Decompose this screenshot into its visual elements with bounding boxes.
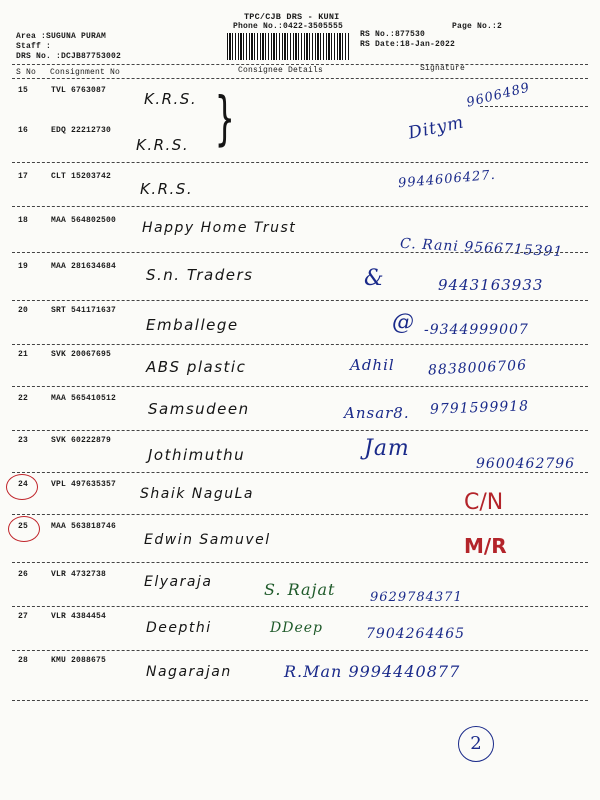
row-consignee: K.R.S. bbox=[144, 90, 198, 108]
row-consignee: Happy Home Trust bbox=[142, 220, 297, 236]
row-consignee: Jothimuthu bbox=[148, 446, 246, 464]
row-sno: 26 bbox=[18, 570, 29, 579]
signature-scribble: Ansar8. bbox=[344, 404, 410, 422]
row-sno: 19 bbox=[18, 262, 29, 271]
row-sno: 18 bbox=[18, 216, 29, 225]
row-divider bbox=[12, 606, 588, 607]
signature-scribble: & bbox=[364, 266, 385, 291]
row-sno: 16 bbox=[18, 126, 29, 135]
row-consignment: EDQ 22212730 bbox=[51, 126, 112, 135]
row-sno: 17 bbox=[18, 172, 29, 181]
row-signature: 9629784371 bbox=[370, 590, 463, 605]
row-consignee: S.n. Traders bbox=[146, 266, 254, 284]
row-consignment: MAA 281634684 bbox=[51, 262, 117, 271]
col-signature: Signature bbox=[420, 64, 466, 73]
row-consignment: VPL 497635357 bbox=[51, 480, 117, 489]
row-divider bbox=[12, 430, 588, 431]
row-consignment: KMU 2088675 bbox=[51, 656, 107, 665]
barcode bbox=[227, 33, 349, 60]
row-consignee: Samsudeen bbox=[148, 400, 250, 418]
row-consignee: Nagarajan bbox=[146, 664, 232, 680]
brace-mark: } bbox=[214, 84, 236, 152]
row-divider bbox=[12, 300, 588, 301]
row-divider bbox=[12, 700, 588, 701]
row-divider bbox=[12, 386, 588, 387]
signature-scribble: Jam bbox=[364, 436, 410, 461]
row-consignee: Elyaraja bbox=[144, 574, 213, 590]
rs-date: RS Date:18-Jan-2022 bbox=[360, 40, 456, 49]
row-divider bbox=[12, 252, 588, 253]
row-signature: C/N bbox=[464, 490, 504, 515]
row-sno: 22 bbox=[18, 394, 29, 403]
row-sno: 23 bbox=[18, 436, 29, 445]
header-divider-bottom bbox=[12, 78, 588, 79]
row-signature: 7904264465 bbox=[366, 626, 466, 642]
row-consignment: VLR 4384454 bbox=[51, 612, 107, 621]
row-signature: M/R bbox=[464, 534, 507, 558]
row-sno: 25 bbox=[18, 522, 29, 531]
row-divider-partial bbox=[480, 106, 588, 107]
staff-label: Staff : bbox=[16, 42, 52, 51]
row-divider bbox=[12, 344, 588, 345]
row-consignee: Shaik NaguLa bbox=[140, 486, 254, 502]
page-mark-circle: 2 bbox=[458, 726, 494, 762]
row-consignee: ABS plastic bbox=[146, 358, 247, 376]
page-number: Page No.:2 bbox=[452, 22, 503, 31]
col-consignment: Consignment No bbox=[50, 68, 121, 77]
row-sno: 27 bbox=[18, 612, 29, 621]
row-consignment: SRT 541171637 bbox=[51, 306, 117, 315]
row-consignee: K.R.S. bbox=[140, 180, 194, 198]
row-consignment: MAA 563818746 bbox=[51, 522, 117, 531]
row-divider bbox=[12, 562, 588, 563]
signature-scribble: Ditym bbox=[406, 112, 467, 144]
row-signature: 9600462796 bbox=[476, 456, 576, 472]
row-consignment: MAA 565410512 bbox=[51, 394, 117, 403]
signature-scribble: S. Rajat bbox=[264, 580, 336, 599]
col-sno: S No bbox=[16, 68, 37, 77]
row-consignment: CLT 15203742 bbox=[51, 172, 112, 181]
row-divider bbox=[12, 162, 588, 163]
rs-number: RS No.:877530 bbox=[360, 30, 426, 39]
row-sno: 20 bbox=[18, 306, 29, 315]
area-label: Area :SUGUNA PURAM bbox=[16, 32, 107, 41]
row-signature: C. Rani 9566715391 bbox=[399, 235, 564, 261]
row-sno: 15 bbox=[18, 86, 29, 95]
row-signature: 9944606427. bbox=[397, 167, 497, 192]
row-consignment: TVL 6763087 bbox=[51, 86, 107, 95]
signature-scribble: DDeep bbox=[270, 620, 323, 636]
phone-number: Phone No.:0422-3505555 bbox=[233, 22, 344, 31]
row-divider bbox=[12, 514, 588, 515]
row-signature: 9791599918 bbox=[429, 398, 530, 418]
row-divider bbox=[12, 206, 588, 207]
document-title: TPC/CJB DRS - KUNI bbox=[244, 12, 340, 22]
col-consignee: Consignee Details bbox=[238, 66, 324, 75]
row-divider bbox=[12, 650, 588, 651]
drs-number: DRS No. :DCJB87753002 bbox=[16, 52, 122, 61]
row-consignment: MAA 564802500 bbox=[51, 216, 117, 225]
row-consignee: Emballege bbox=[146, 316, 239, 334]
row-consignee: Edwin Samuvel bbox=[144, 532, 271, 548]
row-signature: -9344999007 bbox=[424, 322, 529, 338]
signature-scribble: @ bbox=[392, 310, 415, 335]
signature-scribble: Adhil bbox=[350, 356, 395, 374]
row-consignee: Deepthi bbox=[146, 620, 212, 636]
row-divider bbox=[12, 472, 588, 473]
row-sno: 28 bbox=[18, 656, 29, 665]
row-consignee: K.R.S. bbox=[136, 136, 190, 154]
row-signature: 9606489 bbox=[465, 80, 532, 111]
row-signature: R.Man 9994440877 bbox=[284, 662, 461, 681]
row-sno: 24 bbox=[18, 480, 29, 489]
row-consignment: SVK 20067695 bbox=[51, 350, 112, 359]
row-consignment: SVK 60222879 bbox=[51, 436, 112, 445]
row-consignment: VLR 4732738 bbox=[51, 570, 107, 579]
row-signature: 9443163933 bbox=[438, 276, 544, 294]
header-divider-top bbox=[12, 64, 588, 65]
row-sno: 21 bbox=[18, 350, 29, 359]
row-signature: 8838006706 bbox=[427, 357, 528, 379]
